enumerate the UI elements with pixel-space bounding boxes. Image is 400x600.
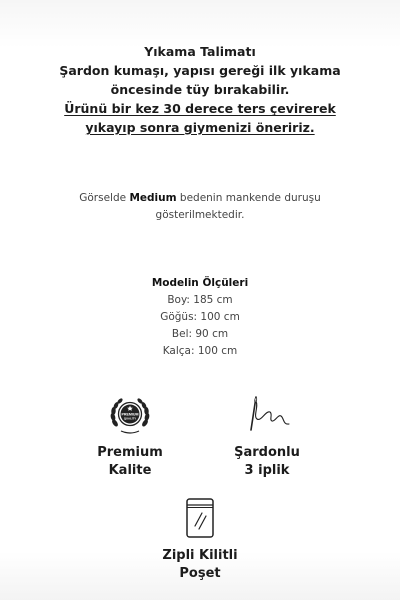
premium-quality-badge-icon (75, 392, 185, 438)
zip-label-1: Zipli Kilitli (162, 548, 238, 563)
size-note-line-1: Görselde Medium bedenin mankende duruşu (79, 192, 321, 204)
measure-hip: Kalça: 100 cm (162, 345, 238, 357)
care-title: Yıkama Talimatı (144, 44, 256, 59)
care-line-3: Ürünü bir kez 30 derece ters çevirerek (64, 101, 336, 116)
care-line-1: Şardon kumaşı, yapısı gereği ilk yıkama (59, 63, 341, 78)
feature-zip-bag (145, 495, 255, 583)
care-line-4: yıkayıp sonra giymenizi öneririz. (85, 120, 315, 135)
zip-label-2: Poşet (179, 566, 221, 581)
size-note (0, 190, 400, 224)
premium-label-1: Premium (97, 445, 163, 460)
feature-sardon (212, 392, 322, 480)
model-measurements (0, 275, 400, 360)
measurements-title: Modelin Ölçüleri (151, 277, 249, 289)
zip-bag-icon (145, 495, 255, 541)
needle-thread-icon (212, 392, 322, 438)
sardon-label-1: Şardonlu (234, 445, 300, 460)
badge-text-bottom: QUALITY (123, 416, 137, 421)
sardon-label-2: 3 iplik (244, 463, 290, 478)
washing-instructions (0, 42, 400, 137)
feature-premium (75, 392, 185, 480)
measure-height: Boy: 185 cm (167, 294, 233, 306)
size-note-line-2: gösterilmektedir. (155, 209, 245, 221)
care-line-2: öncesinde tüy bırakabilir. (110, 82, 290, 97)
measure-waist: Bel: 90 cm (171, 328, 229, 340)
premium-label-2: Kalite (108, 463, 152, 478)
size-name: Medium (129, 192, 177, 204)
measure-chest: Göğüs: 100 cm (160, 311, 240, 323)
badge-text-top: PREMIUM (121, 412, 139, 417)
